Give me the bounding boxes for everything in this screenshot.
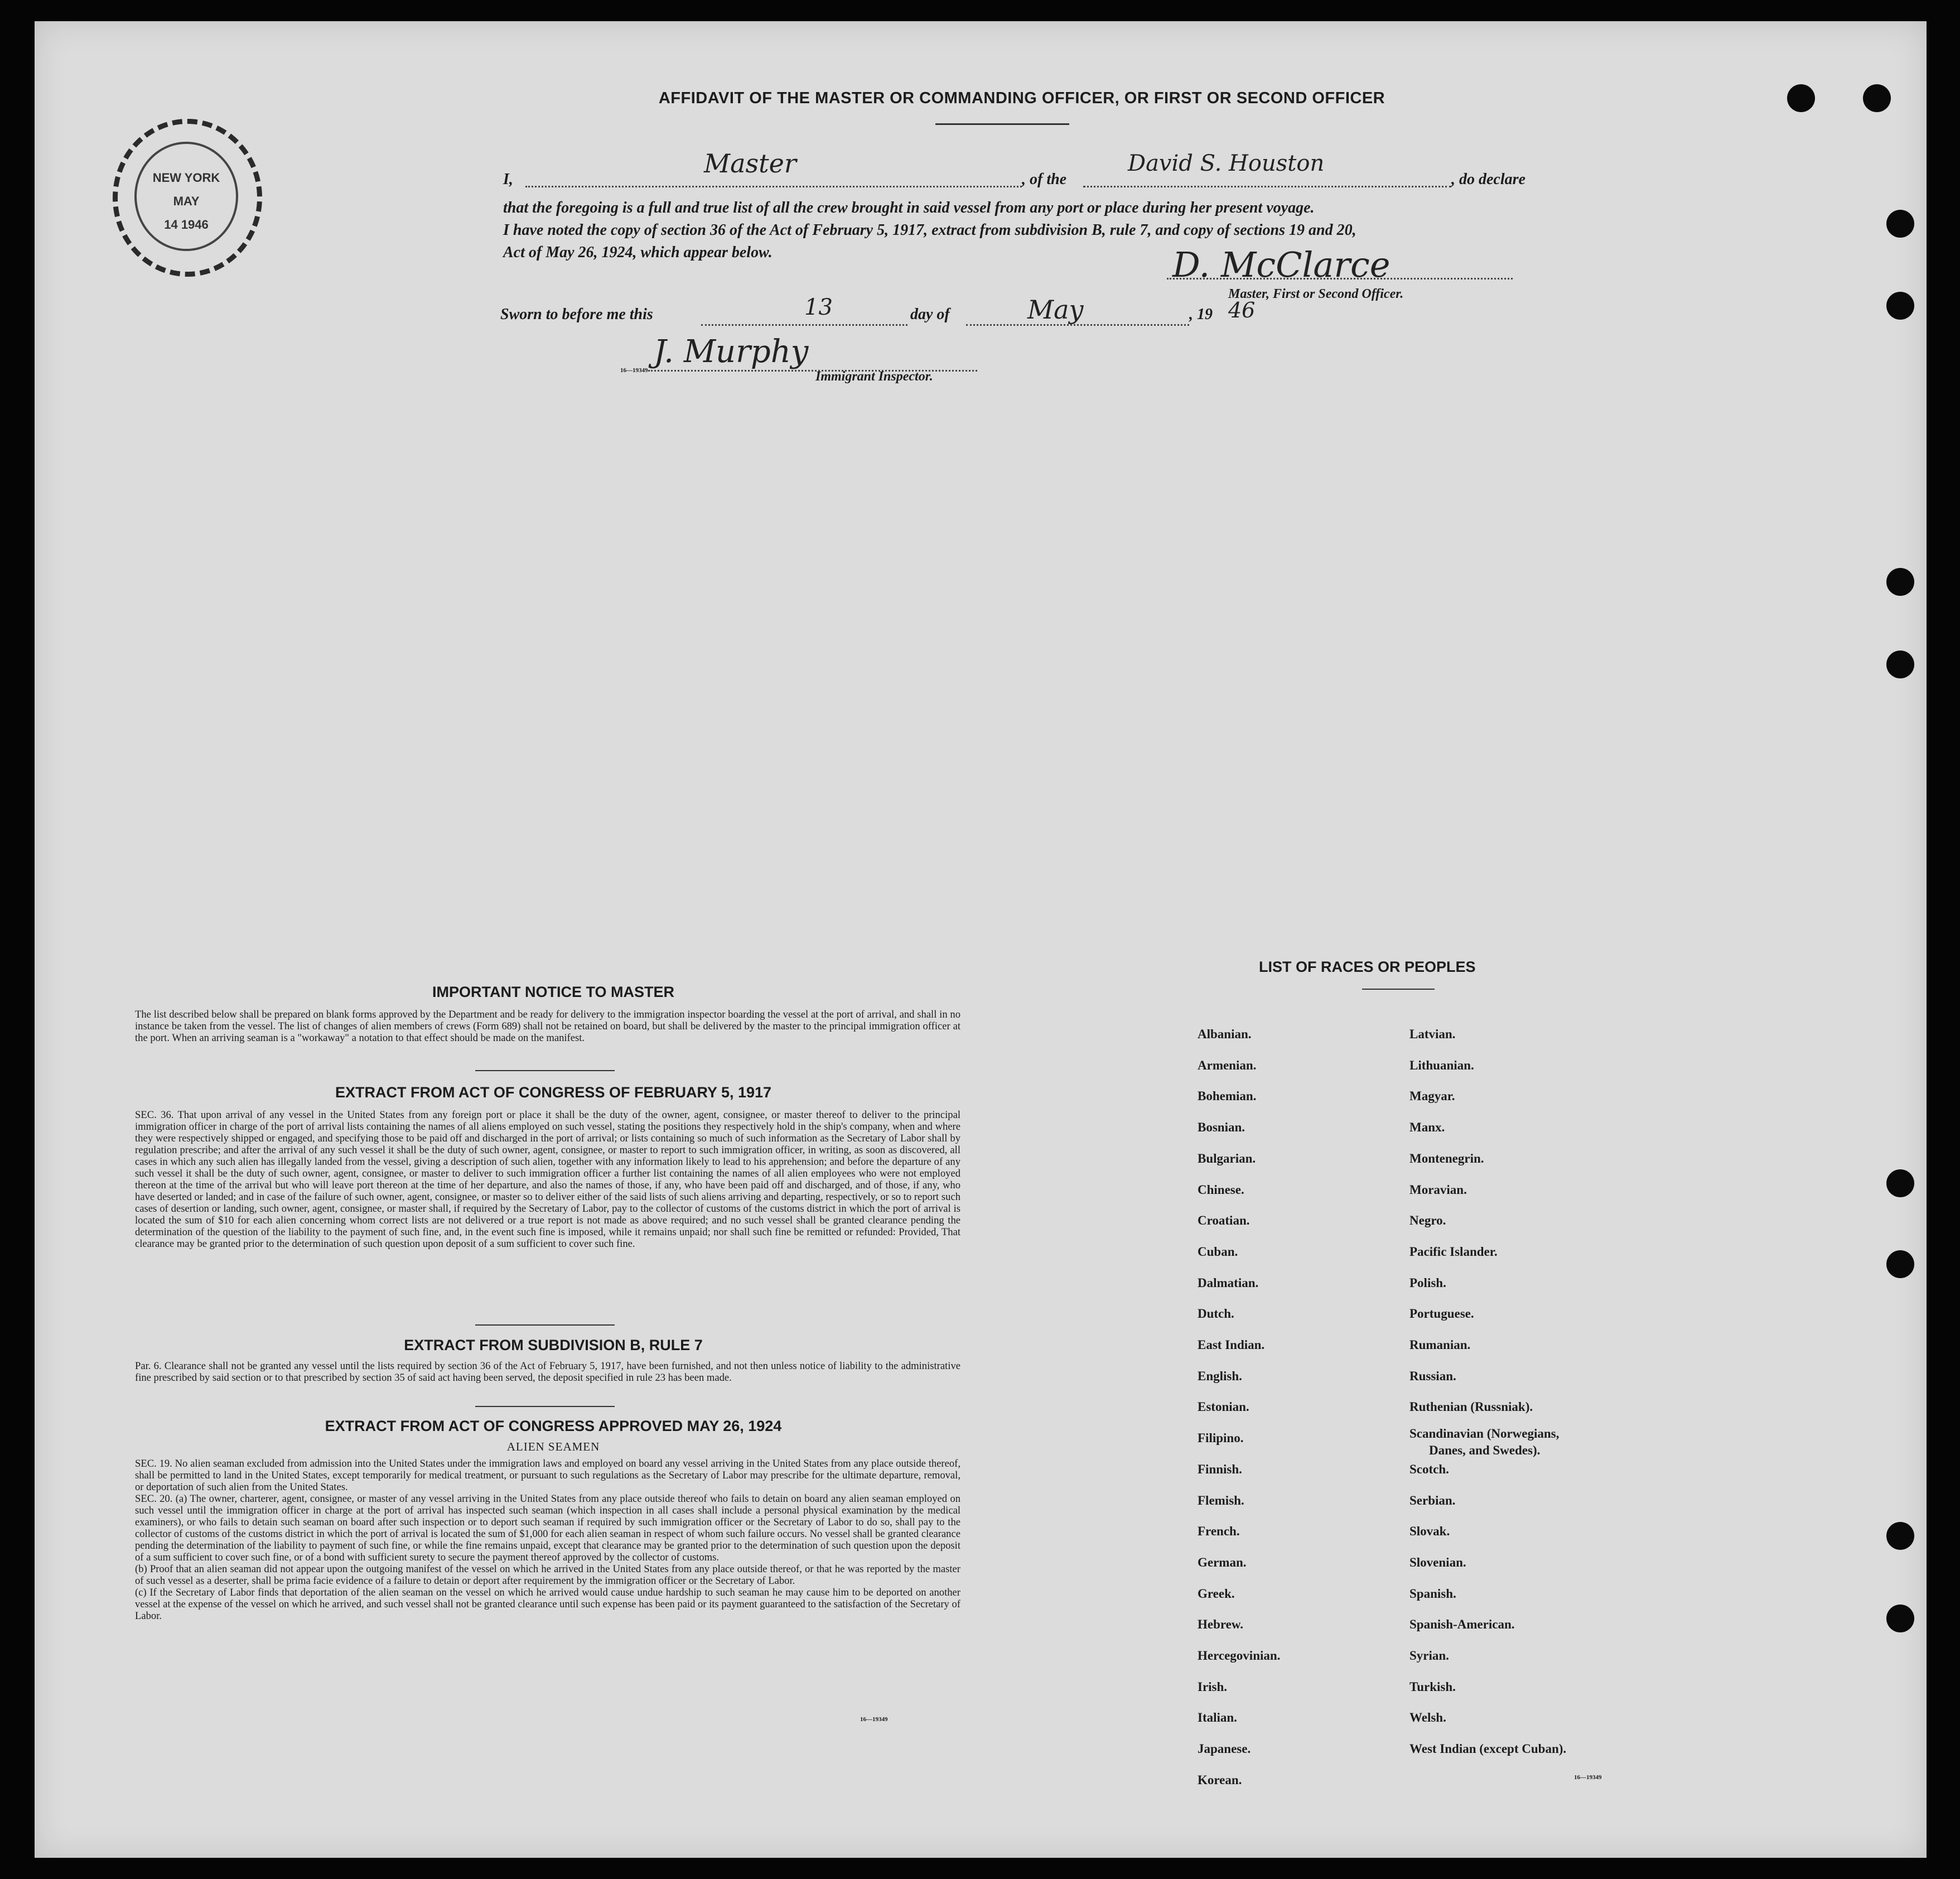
do-declare-label: , do declare (1451, 171, 1525, 188)
race-item: Spanish. (1409, 1586, 1456, 1601)
punch-hole (1787, 84, 1815, 112)
race-item: Latvian. (1409, 1027, 1456, 1041)
extract-1917-title: EXTRACT FROM ACT OF CONGRESS OF FEBRUARY 5, 1917 (335, 1084, 772, 1101)
races-title: LIST OF RACES OR PEOPLES (1259, 958, 1476, 975)
race-item: Serbian. (1409, 1493, 1456, 1507)
section-20b-text: (b) Proof that an alien seaman did not appear upon the outgoing manifest of the vessel on which he arrived in the United States from any place outside thereof, or that he was reported by the master of such vessel as a deserter, shall be prima facie evidence of a failure to detain or deport after requirement by the immigration officer or the Secretary of Labor. (135, 1563, 960, 1587)
race-item: Filipino. (1198, 1431, 1244, 1446)
affidavit-title: AFFIDAVIT OF THE MASTER OR COMMANDING OFFICER, OR FIRST OR SECOND OFFICER (658, 89, 1385, 107)
race-item: Armenian. (1198, 1058, 1257, 1072)
extract-rule7-divider (475, 1406, 615, 1407)
race-item: Dalmatian. (1198, 1275, 1259, 1290)
race-item: Manx. (1409, 1120, 1445, 1135)
affidavit-i-label: I, (503, 171, 513, 188)
race-item: Croatian. (1198, 1213, 1250, 1228)
extract-1917-divider (475, 1324, 615, 1326)
race-item: Pacific Islander. (1409, 1244, 1498, 1259)
race-item: Scandinavian (Norwegians, (1409, 1427, 1560, 1441)
races-form-number: 16—19349 (1574, 1774, 1602, 1781)
punch-hole (1886, 1250, 1914, 1278)
inspector-signature: J. Murphy (654, 334, 809, 370)
race-item: East Indian. (1198, 1338, 1265, 1352)
race-item: Polish. (1409, 1275, 1446, 1290)
race-item: German. (1198, 1555, 1247, 1569)
day-of-label: day of (910, 306, 950, 323)
race-item: Estonian. (1198, 1400, 1249, 1414)
extract-1917-text: SEC. 36. That upon arrival of any vessel in the United States from any foreign port or place it shall be the duty of the owner, agent, consignee, or master thereof to deliver to the principal immigration officer in charge of the port of arrival lists containing the names of all aliens employed on such vessel, stating the positions they respectively hold in the ship's company, when and where they were respectively shipped or engaged, and specifying those to be paid off and discharged in the port of arrival; or lists containing so much of such information as the Secretary of Labor shall by regulation prescribe; and after the arrival of any such vessel it shall be the duty of such owner, agent, consignee, or master to report to such immigration officer, in writing, as soon as discovered, all cases in which any such alien has illegally landed from the vessel, giving a description of such alien, together with any information likely to lead to his apprehension; and before the departure of any such vessel it shall be the duty of such owner, agent, consignee, or master to deliver to such immigration officer a further list containing the names of all alien employees who were not employed thereon at the time of the arrival but who will leave port thereon at the time of her departure, and also the names of those, if any, who have been paid off and discharged, and of those, if any, who have deserted or landed; and in case of the failure of such owner, agent, consignee, or master so to deliver either of the said lists of such aliens arriving and departing, respectively, or so to report such cases of desertion or landing, such owner, agent, consignee, or master shall, if required by the Secretary of Labor, pay to the collector of customs of the customs district in which the port of arrival is located the sum of $10 for each alien concerning whom correct lists are not delivered or a true report is not made as above required; and no such vessel shall be granted clearance pending the determination of the question of the liability to the payment of such fine, and, in the event such fine is imposed, while it remains unpaid; nor shall such fine be remitted or refunded: Provided, That clearance may be granted prior to the determination of such question upon deposit of a sum sufficient to cover such fine. (135, 1109, 960, 1250)
race-item: Rumanian. (1409, 1338, 1471, 1352)
race-item: Albanian. (1198, 1027, 1252, 1041)
inspector-caption: Immigrant Inspector. (815, 369, 933, 384)
affidavit-body (503, 197, 1552, 264)
section-20c-text: (c) If the Secretary of Labor finds that deportation of the alien seaman on the vessel on which he arrived would cause undue hardship to such seaman he may cause him to be deported on another vessel at the expense of the vessel on which he arrived, and such vessel shall not be granted clearance until such expense has been paid or its payment guaranteed to the satisfaction of the Secretary of Labor. (135, 1587, 960, 1622)
race-item: Bosnian. (1198, 1120, 1245, 1135)
race-item: Slovenian. (1409, 1555, 1466, 1569)
race-item: Scotch. (1409, 1462, 1449, 1476)
punch-hole (1886, 292, 1914, 320)
extract-1924-body (135, 1458, 960, 1622)
of-the-label: , of the (1022, 171, 1067, 188)
affidavit-body-line-3: Act of May 26, 1924, which appear below. (503, 244, 773, 261)
race-item: Flemish. (1198, 1493, 1244, 1507)
extract-rule7-text: Par. 6. Clearance shall not be granted any vessel until the lists required by section 36 of the Act of February 5, 1917, have been furnished, and not then unless notice of liability to the administrative fine prescribed by said section or to that prescribed by section 35 of said act having been served, the deposit specified in rule 23 has been made. (135, 1360, 960, 1384)
extract-rule7-title: EXTRACT FROM SUBDIVISION B, RULE 7 (404, 1337, 703, 1353)
rank-handwritten: Master (704, 148, 796, 179)
race-item: Syrian. (1409, 1649, 1449, 1663)
document-page (35, 21, 1927, 1858)
race-item: Welsh. (1409, 1711, 1446, 1725)
stamp-line-3: 14 1946 (164, 218, 209, 232)
race-item: Montenegrin. (1409, 1151, 1484, 1165)
race-item: Bulgarian. (1198, 1151, 1256, 1165)
notice-title: IMPORTANT NOTICE TO MASTER (432, 984, 674, 1000)
punch-hole (1886, 1169, 1914, 1197)
signature-caption: Master, First or Second Officer. (1228, 287, 1404, 301)
race-item: Magyar. (1409, 1089, 1455, 1104)
extract-1924-title: EXTRACT FROM ACT OF CONGRESS APPROVED MAY 26, 1924 (325, 1418, 782, 1434)
race-item: Danes, and Swedes). (1429, 1443, 1541, 1458)
vessel-handwritten: David S. Houston (1128, 151, 1325, 176)
punch-hole (1886, 568, 1914, 596)
race-item: Chinese. (1198, 1182, 1244, 1197)
section-19-text: SEC. 19. No alien seaman excluded from admission into the United States under the immigration laws and employed on board any vessel arriving in the United States from any place outside thereof, shall be permitted to land in the United States, except temporarily for medical treatment, or pursuant to such regulations as the Secretary of Labor may prescribe for the ultimate departure, removal, or deportation of such alien from the United States. (135, 1458, 960, 1493)
punch-hole (1886, 210, 1914, 238)
sworn-year: 46 (1228, 298, 1256, 322)
extract-1924-subtitle: ALIEN SEAMEN (506, 1440, 600, 1453)
race-item: Negro. (1409, 1213, 1446, 1228)
punch-hole (1886, 651, 1914, 678)
race-item: Ruthenian (Russniak). (1409, 1400, 1533, 1414)
race-item: Cuban. (1198, 1244, 1238, 1259)
notice-text: The list described below shall be prepared on blank forms approved by the Department and be ready for delivery to the immigration inspector boarding the vessel at the port of arrival, and shall in no instance be taken from the vessel. The list of changes of alien members of crews (Form 689) shall not be retained on board, but shall be delivered by the master to the principal immigration officer at the port. When an arriving seaman is a "workaway" a notation to that effect should be made on the manifest. (135, 1009, 960, 1044)
race-item: Finnish. (1198, 1462, 1242, 1476)
punch-hole (1886, 1605, 1914, 1632)
stamp-text (134, 142, 238, 251)
year-prefix: , 19 (1189, 306, 1213, 323)
race-item: English. (1198, 1369, 1242, 1383)
sworn-day: 13 (804, 295, 833, 320)
race-item: Italian. (1198, 1711, 1237, 1725)
stamp-line-1: NEW YORK (152, 171, 220, 185)
immigration-stamp (113, 119, 262, 277)
race-item: Slovak. (1409, 1524, 1450, 1539)
master-signature: D. McClarce (1172, 244, 1391, 285)
punch-hole (1863, 84, 1891, 112)
race-item: Hercegovinian. (1198, 1649, 1281, 1663)
race-item: Russian. (1409, 1369, 1456, 1383)
stamp-line-2: MAY (173, 194, 200, 208)
title-divider (935, 123, 1069, 125)
notice-divider (475, 1070, 615, 1071)
notice-form-number: 16—19349 (860, 1716, 888, 1723)
race-item: Greek. (1198, 1586, 1235, 1601)
race-item: Spanish-American. (1409, 1617, 1515, 1632)
race-item: Japanese. (1198, 1742, 1251, 1756)
races-divider (1362, 989, 1435, 990)
section-20a-text: SEC. 20. (a) The owner, charterer, agent, consignee, or master of any vessel arriving in the United States from any place outside thereof who fails to detain on board any alien seaman employed on such vessel until the immigration officer in charge at the port of arrival has inspected such seaman (which inspection in all cases shall include a personal physical examination by the medical examiners), or who fails to detain such seaman on board after such inspection or to deport such seaman if required by such immigration officer or the Secretary of Labor to do so, shall pay to the collector of customs of the customs district in which the port of arrival is located the sum of $1,000 for each alien seaman in respect of whom such failure occurs. No vessel shall be granted clearance pending the determination of the liability to payment of such fine, or while the fine remains unpaid, except that clearance may be granted prior to the determination of such question upon the deposit of a sum sufficient to cover such fine, or of a bond with sufficient surety to secure the payment thereof approved by the collector of customs. (135, 1493, 960, 1563)
race-item: French. (1198, 1524, 1240, 1539)
race-item: Dutch. (1198, 1307, 1234, 1321)
race-item: Portuguese. (1409, 1307, 1474, 1321)
affidavit-form-number: 16—19349 (620, 367, 648, 374)
race-item: Korean. (1198, 1772, 1242, 1787)
signature-line (1167, 278, 1513, 280)
race-item: Moravian. (1409, 1182, 1467, 1197)
race-item: Lithuanian. (1409, 1058, 1474, 1072)
affidavit-body-line-2: I have noted the copy of section 36 of the Act of February 5, 1917, extract from subdivision B, rule 7, and copy of sections 19 and 20, (503, 221, 1356, 239)
race-item: Hebrew. (1198, 1617, 1243, 1632)
affidavit-body-line-1: that the foregoing is a full and true list of all the crew brought in said vessel from any port or place during her present voyage. (503, 199, 1315, 216)
race-item: Bohemian. (1198, 1089, 1257, 1104)
race-item: Turkish. (1409, 1679, 1456, 1694)
punch-hole (1886, 1522, 1914, 1550)
race-item: West Indian (except Cuban). (1409, 1742, 1567, 1756)
race-item: Irish. (1198, 1679, 1228, 1694)
sworn-label: Sworn to before me this (500, 306, 653, 323)
sworn-month: May (1027, 295, 1084, 325)
